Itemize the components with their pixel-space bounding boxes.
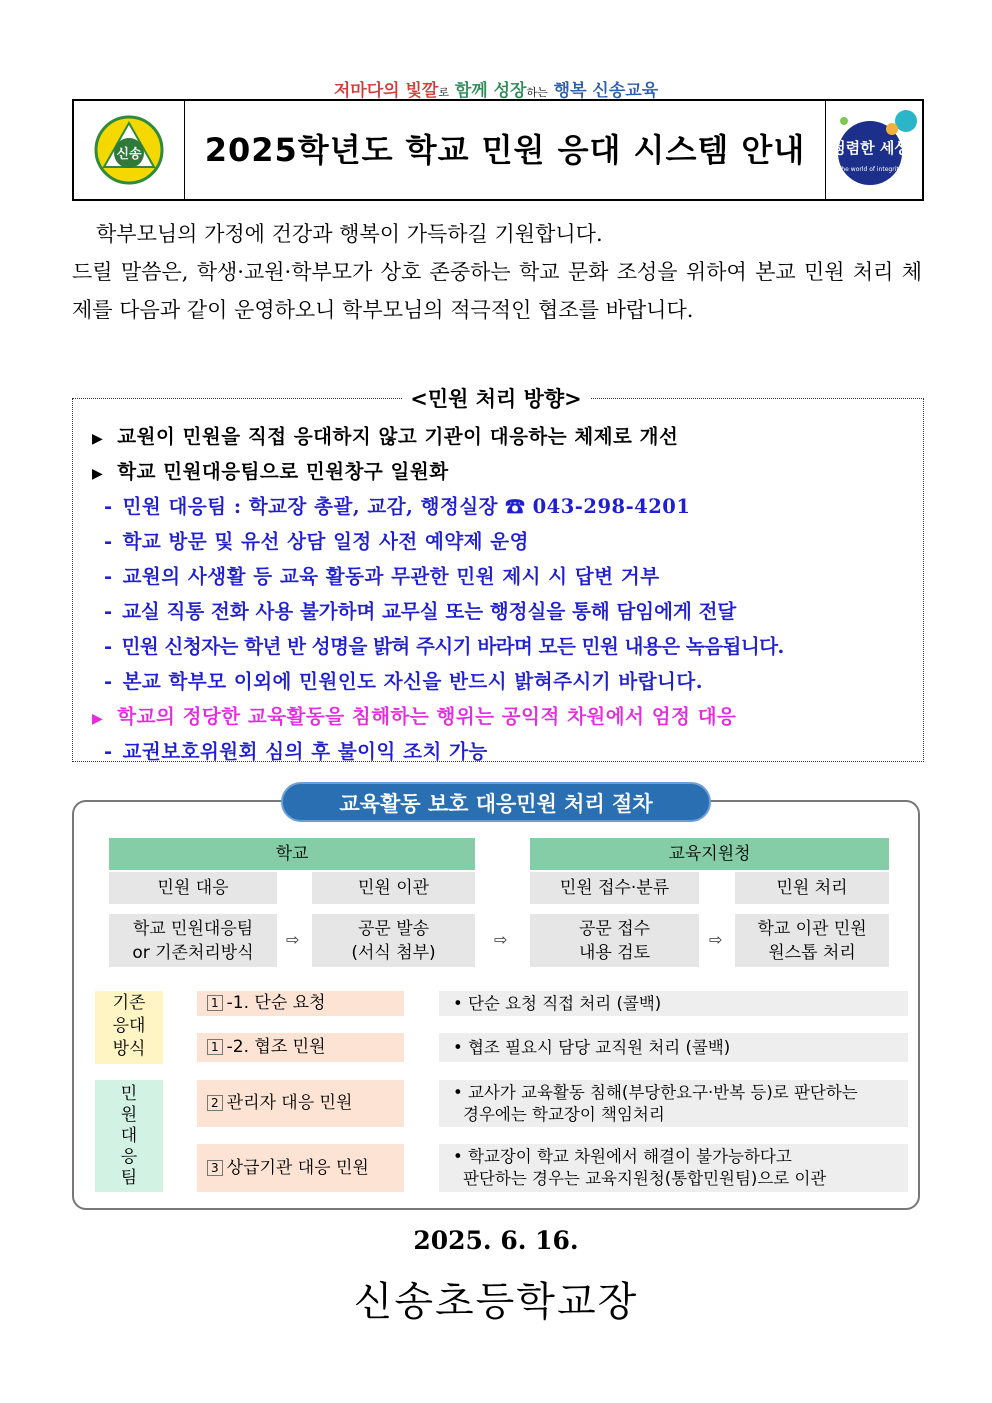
direction-item-text: 학교의 정당한 교육활동을 침해하는 행위는 공익적 차원에서 엄정 대응 xyxy=(117,705,737,728)
group-label-existing xyxy=(95,991,163,1064)
step-detail-line: 학교 민원대응팀 xyxy=(132,919,254,939)
step-detail xyxy=(312,914,475,967)
row-note xyxy=(439,1144,908,1192)
slogan-part2-small: 하는 xyxy=(526,86,548,99)
dash-bullet: - xyxy=(104,600,113,623)
triangle-bullet-icon: ▶ xyxy=(92,466,104,482)
direction-item xyxy=(104,666,703,694)
slogan-part3: 행복 신송교육 xyxy=(553,81,659,101)
direction-item xyxy=(104,561,660,589)
direction-item xyxy=(104,736,488,764)
row-label-text: 상급기관 대응 민원 xyxy=(226,1158,369,1178)
group-label-line: 방식 xyxy=(112,1039,146,1059)
step-detail-line: 공문 발송 xyxy=(357,919,430,939)
direction-item-text: 교권보호위원회 심의 후 불이익 조치 가능 xyxy=(122,740,488,763)
slogan-part1: 저마다의 빛깔 xyxy=(333,81,439,101)
direction-item-text: 교실 직통 전화 사용 불가하며 교무실 또는 행정실을 통해 담임에게 전달 xyxy=(122,600,737,623)
triangle-bullet-icon: ▶ xyxy=(92,431,104,447)
procedure-title: 교육활동 보호 대응민원 처리 절차 xyxy=(281,782,711,822)
step-detail-line: (서식 첨부) xyxy=(351,943,436,963)
step-detail-line: 학교 이관 민원 xyxy=(757,919,867,939)
direction-item xyxy=(104,526,529,554)
row-note-line: • 협조 필요시 담당 교직원 처리 (콜백) xyxy=(453,1038,731,1057)
group-label-line: 응 xyxy=(120,1147,138,1167)
number-box: 1 xyxy=(207,1039,223,1055)
direction-item xyxy=(104,631,784,659)
row-note xyxy=(439,991,908,1016)
intro-greeting: 학부모님의 가정에 건강과 행복이 가득하길 기원합니다. xyxy=(96,222,603,246)
step-label: 민원 접수·분류 xyxy=(530,872,699,904)
group-label-line: 원 xyxy=(120,1105,138,1125)
group-label-line: 기존 xyxy=(112,993,146,1013)
row-note-line: 경우에는 학교장이 책임처리 xyxy=(463,1105,665,1124)
slogan-part1-small: 로 xyxy=(438,86,449,99)
dash-bullet: - xyxy=(104,740,113,763)
row-label xyxy=(197,991,404,1016)
direction-item xyxy=(92,421,678,449)
integrity-logo-subtext: The world of integrity xyxy=(837,166,903,173)
direction-item-text: 교원의 사생활 등 교육 활동과 무관한 민원 제시 시 답변 거부 xyxy=(122,565,660,588)
school-logo xyxy=(74,101,185,199)
direction-item-text: 민원 신청자는 학년 반 성명을 밝혀 주시기 바라며 모든 민원 내용은 녹음됩니다. xyxy=(121,635,784,658)
page-title: 2025학년도 학교 민원 응대 시스템 안내 xyxy=(204,131,806,169)
title-header xyxy=(72,99,924,201)
dash-bullet: - xyxy=(104,635,112,658)
group-label-line: 민 xyxy=(120,1084,138,1104)
intro-body: 드릴 말씀은, 학생·교원·학부모가 상호 존중하는 학교 문화 조성을 위하여 본교 민원 처리 체제를 다음과 같이 운영하오니 학부모님의 적극적인 협조를 바랍니다. xyxy=(72,260,922,322)
triangle-bullet-icon: ▶ xyxy=(92,711,104,727)
step-label: 민원 처리 xyxy=(735,872,889,904)
row-note-line: • 교사가 교육활동 침해(부당한요구·반복 등)로 판단하는 xyxy=(453,1083,858,1102)
direction-heading-text: <민원 처리 방향> xyxy=(402,386,590,411)
direction-item xyxy=(104,596,736,624)
row-note xyxy=(439,1080,908,1127)
number-box: 3 xyxy=(207,1160,223,1176)
group-label-line: 응대 xyxy=(112,1016,146,1036)
number-box: 1 xyxy=(207,995,223,1011)
slogan xyxy=(0,76,992,101)
document-date: 2025. 6. 16. xyxy=(413,1226,579,1255)
integrity-logo-text: 청렴한 세상 xyxy=(831,139,909,157)
row-label-text: -1. 단순 요청 xyxy=(226,993,326,1013)
step-detail-line: 공문 접수 xyxy=(578,919,651,939)
direction-item xyxy=(104,491,690,519)
row-label xyxy=(197,1033,404,1062)
step-label: 민원 이관 xyxy=(312,872,475,904)
row-note-line: • 단순 요청 직접 처리 (콜백) xyxy=(453,994,662,1013)
step-detail xyxy=(735,914,889,967)
dash-bullet: - xyxy=(104,670,113,693)
row-note xyxy=(439,1033,908,1062)
row-label-text: -2. 협조 민원 xyxy=(226,1037,326,1057)
step-label: 민원 대응 xyxy=(109,872,277,904)
office-header: 교육지원청 xyxy=(530,838,889,870)
right-arrow-icon: ⇨ xyxy=(709,930,723,949)
row-note-line: 판단하는 경우는 교육지원청(통합민원팀)으로 이관 xyxy=(463,1169,827,1188)
dash-bullet: - xyxy=(104,565,113,588)
row-label xyxy=(197,1144,404,1192)
row-label-text: 관리자 대응 민원 xyxy=(226,1093,353,1113)
integrity-logo xyxy=(825,101,922,199)
step-detail-line: 원스톱 처리 xyxy=(768,943,856,963)
dash-bullet: - xyxy=(104,495,113,518)
direction-item-text: 교원이 민원을 직접 응대하지 않고 기관이 대응하는 체제로 개선 xyxy=(117,425,679,448)
number-box: 2 xyxy=(207,1095,223,1111)
school-header: 학교 xyxy=(109,838,475,870)
intro-text xyxy=(72,215,922,329)
step-detail xyxy=(530,914,699,967)
direction-item-text: 본교 학부모 이외에 민원인도 자신을 반드시 밝혀주시기 바랍니다. xyxy=(122,670,704,693)
direction-item xyxy=(92,701,736,729)
step-detail xyxy=(109,914,277,967)
group-label-line: 팀 xyxy=(120,1168,138,1188)
direction-heading xyxy=(0,383,992,413)
step-detail-line: 내용 검토 xyxy=(578,943,651,963)
direction-item-text: 학교 방문 및 유선 상담 일정 사전 예약제 운영 xyxy=(122,530,529,553)
group-label-team xyxy=(95,1080,163,1192)
direction-item-text: 민원 대응팀 : 학교장 총괄, 교감, 행정실장 ☎ 043-298-4201 xyxy=(122,495,691,518)
right-arrow-icon: ⇨ xyxy=(286,930,300,949)
signature: 신송초등학교장 xyxy=(353,1279,639,1325)
slogan-part2: 함께 성장 xyxy=(454,81,527,101)
row-note-line: • 학교장이 학교 차원에서 해결이 불가능하다고 xyxy=(453,1147,792,1166)
row-label xyxy=(197,1080,404,1127)
direction-item xyxy=(92,456,449,484)
school-logo-text: 신송 xyxy=(116,147,142,162)
dash-bullet: - xyxy=(104,530,113,553)
group-label-line: 대 xyxy=(120,1126,138,1146)
step-detail-line: or 기존처리방식 xyxy=(132,943,254,963)
right-arrow-icon: ⇨ xyxy=(494,930,508,949)
direction-item-text: 학교 민원대응팀으로 민원창구 일원화 xyxy=(117,460,449,483)
